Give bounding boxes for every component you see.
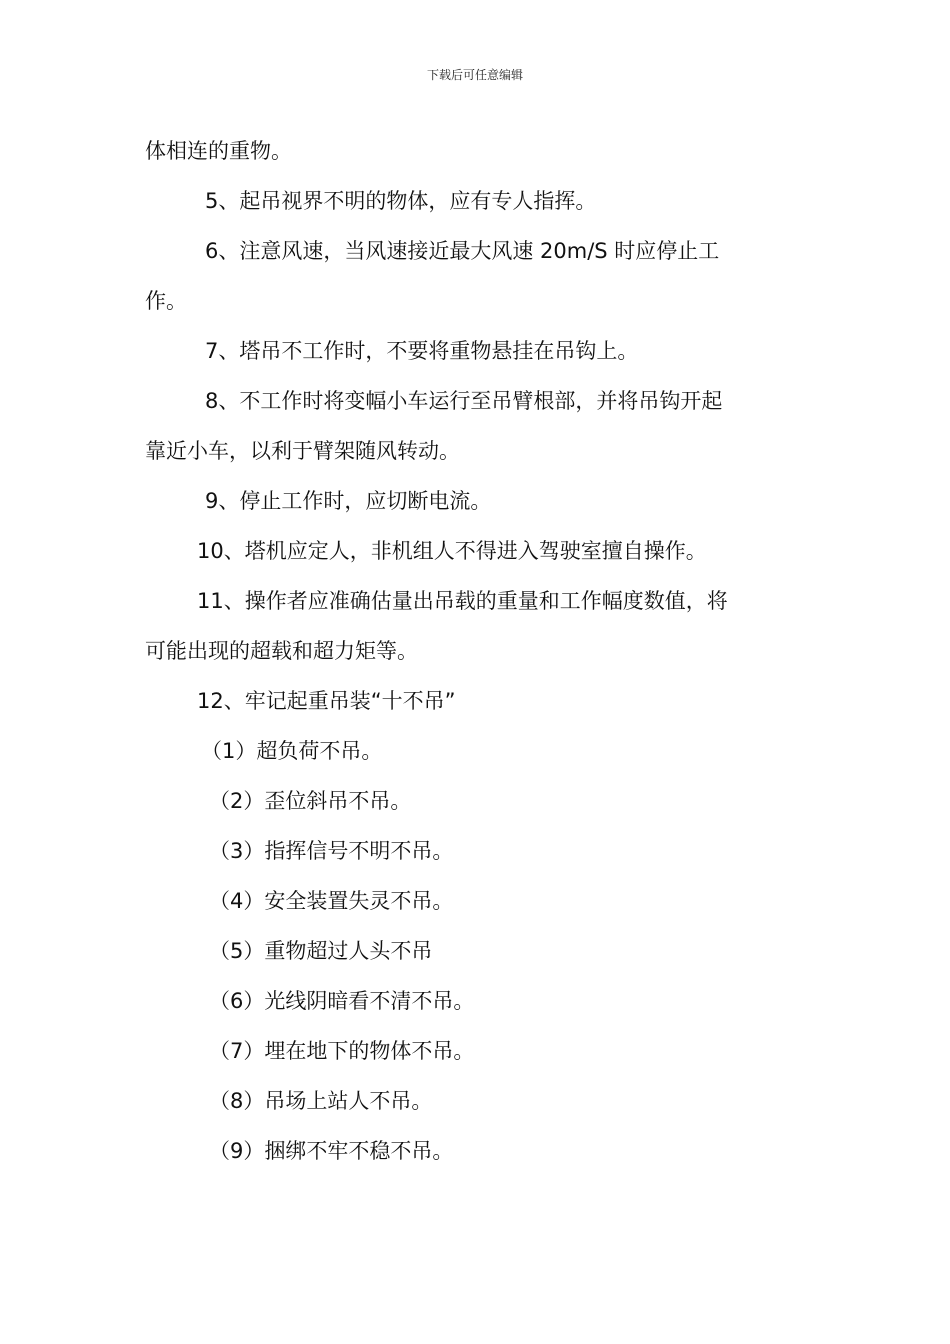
text-line-continuation: 体相连的重物。 — [145, 139, 292, 163]
sub-item-2: （2）歪位斜吊不吊。 — [209, 789, 412, 813]
rule-item-11: 11、操作者应准确估量出吊载的重量和工作幅度数值，将 — [197, 589, 728, 613]
rule-item-5: 5、起吊视界不明的物体，应有专人指挥。 — [205, 189, 597, 213]
rule-item-9: 9、停止工作时，应切断电流。 — [205, 489, 492, 513]
rule-item-12: 12、牢记起重吊装“十不吊” — [197, 689, 456, 713]
rule-item-6: 6、注意风速，当风速接近最大风速 20m/S 时应停止工 — [205, 239, 720, 263]
rule-item-8: 8、不工作时将变幅小车运行至吊臂根部，并将吊钩开起 — [205, 389, 723, 413]
page-header: 下载后可任意编辑 — [426, 68, 523, 82]
sub-item-5: （5）重物超过人头不吊 — [209, 939, 433, 963]
rule-item-7: 7、塔吊不工作时，不要将重物悬挂在吊钩上。 — [205, 339, 639, 363]
sub-item-8: （8）吊场上站人不吊。 — [209, 1089, 433, 1113]
sub-item-9: （9）捆绑不牢不稳不吊。 — [209, 1139, 454, 1163]
rule-item-10: 10、塔机应定人，非机组人不得进入驾驶室擅自操作。 — [197, 539, 707, 563]
rule-item-6-continuation: 作。 — [145, 289, 187, 313]
sub-item-7: （7）埋在地下的物体不吊。 — [209, 1039, 475, 1063]
rule-item-11-continuation: 可能出现的超载和超力矩等。 — [145, 639, 418, 663]
sub-item-3: （3）指挥信号不明不吊。 — [209, 839, 454, 863]
sub-item-1: （1）超负荷不吊。 — [201, 739, 383, 763]
sub-item-4: （4）安全装置失灵不吊。 — [209, 889, 454, 913]
rule-item-8-continuation: 靠近小车，以利于臂架随风转动。 — [145, 439, 460, 463]
document-body — [145, 126, 810, 1176]
sub-item-6: （6）光线阴暗看不清不吊。 — [209, 989, 475, 1013]
